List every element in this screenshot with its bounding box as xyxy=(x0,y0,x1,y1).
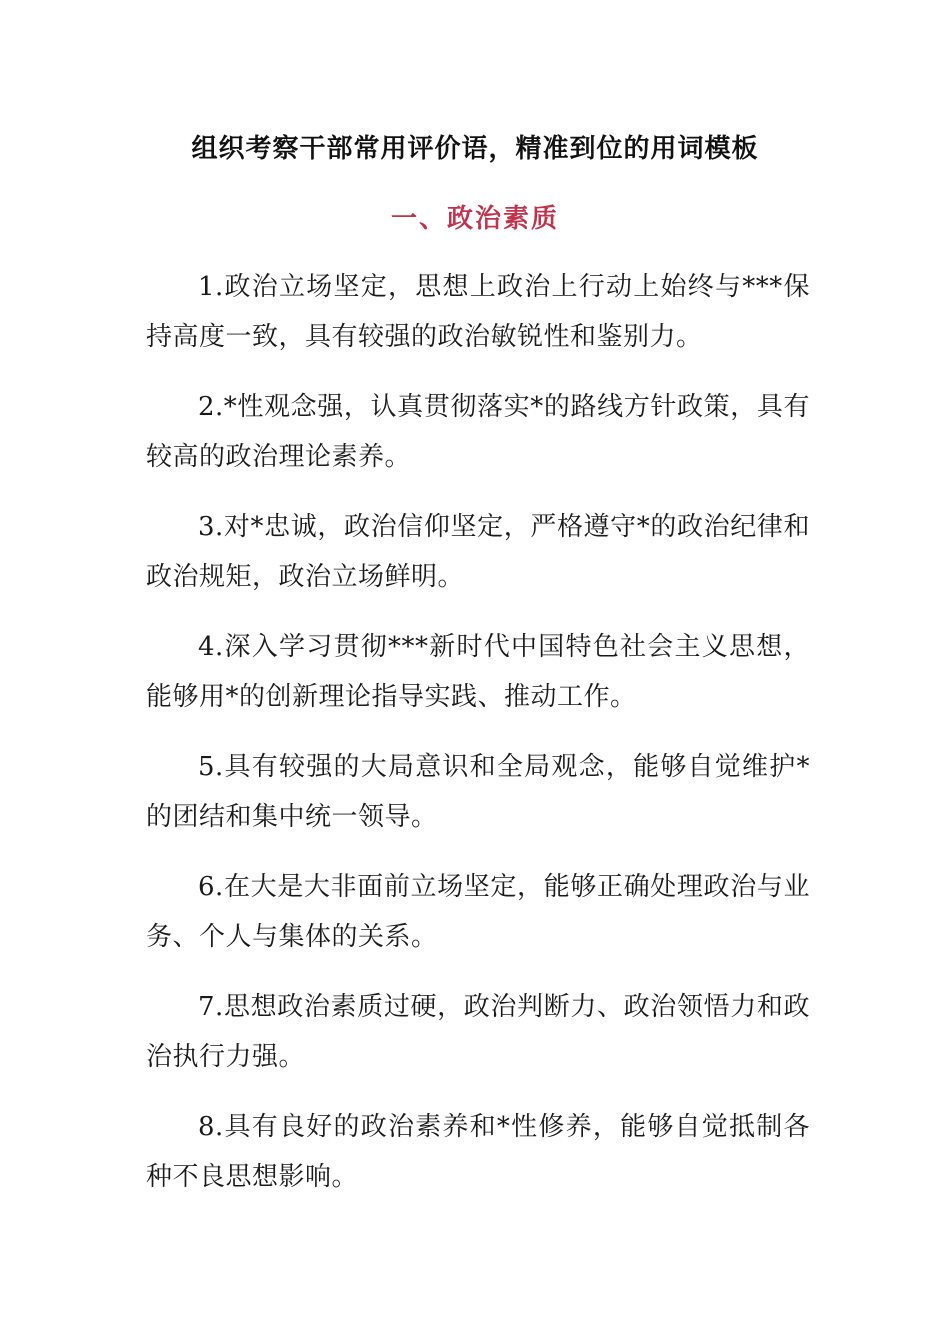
list-item: 5.具有较强的大局意识和全局观念，能够自觉维护*的团结和集中统一领导。 xyxy=(146,752,810,832)
list-item: 2.*性观念强，认真贯彻落实*的路线方针政策，具有较高的政治理论素养。 xyxy=(146,392,810,472)
section-heading: 一、政治素质 xyxy=(390,204,559,234)
list-item: 7.思想政治素质过硬，政治判断力、政治领悟力和政治执行力强。 xyxy=(146,992,810,1072)
list-item: 3.对*忠诚，政治信仰坚定，严格遵守*的政治纪律和政治规矩，政治立场鲜明。 xyxy=(146,512,810,592)
evaluation-list xyxy=(146,262,810,1222)
document-title: 组织考察干部常用评价语，精准到位的用词模板 xyxy=(191,134,759,164)
list-item: 1.政治立场坚定，思想上政治上行动上始终与***保持高度一致，具有较强的政治敏锐性和鉴别力。 xyxy=(146,272,810,352)
list-item: 4.深入学习贯彻***新时代中国特色社会主义思想，能够用*的创新理论指导实践、推动工作。 xyxy=(146,632,810,712)
list-item: 6.在大是大非面前立场坚定，能够正确处理政治与业务、个人与集体的关系。 xyxy=(146,872,810,952)
list-item: 8.具有良好的政治素养和*性修养，能够自觉抵制各种不良思想影响。 xyxy=(146,1112,810,1192)
